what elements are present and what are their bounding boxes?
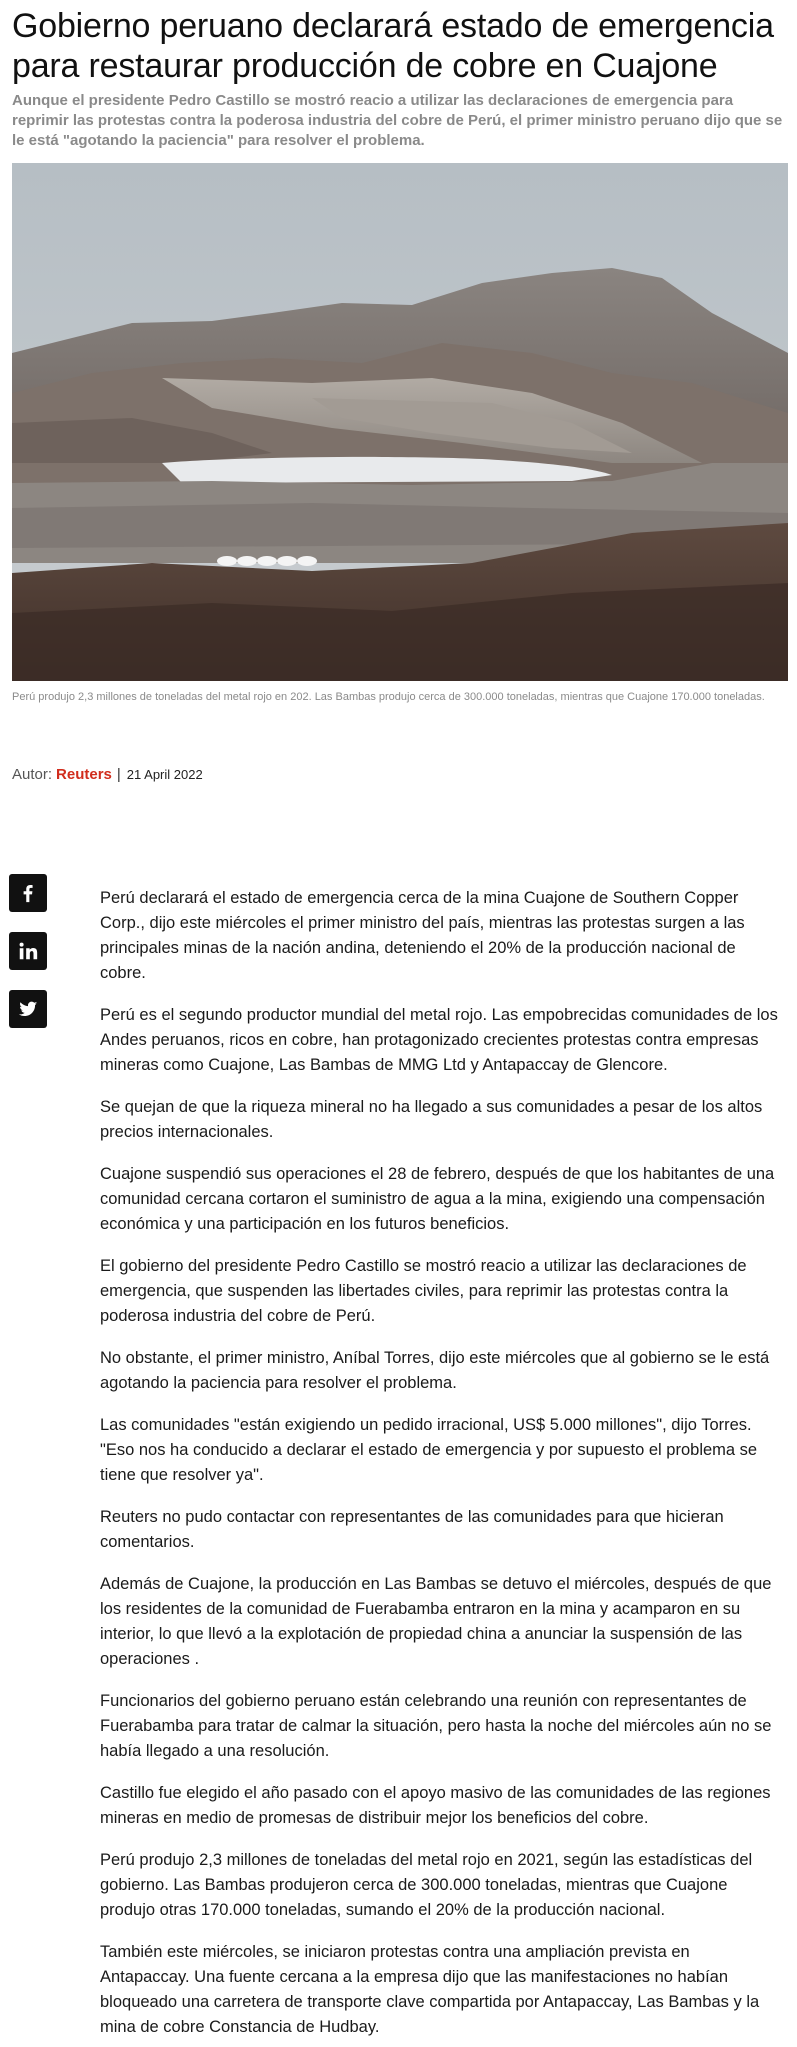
article-paragraph: Reuters no pudo contactar con representantes de las comunidades para que hicieran comentarios. xyxy=(100,1508,724,1551)
article-paragraph: Se quejan de que la riqueza mineral no ha llegado a sus comunidades a pesar de los altos precios internacionales. xyxy=(100,1098,763,1141)
article-body xyxy=(100,886,780,2047)
author-label: Autor: xyxy=(12,766,53,783)
article-subtitle: Aunque el presidente Pedro Castillo se mostró reacio a utilizar las declaraciones de emergencia para reprimir las protestas contra la poderosa industria del cobre de Perú, el primer ministro peruano dijo que se le está "agotando la paciencia" para resolver el problema. xyxy=(12,92,783,149)
article-paragraph: También este miércoles, se iniciaron protestas contra una ampliación prevista en Antapaccay. Una fuente cercana a la empresa dijo que las manifestaciones no habían bloqueado una carretera de transporte clave compartida por Antapaccay, Las Bambas y la mina de cobre Constancia de Hudbay. xyxy=(100,1943,760,2036)
article-paragraph: Cuajone suspendió sus operaciones el 28 de febrero, después de que los habitantes de una comunidad cercana cortaron el suministro de agua a la mina, exigiendo una compensación económica y una participación en los futuros beneficios. xyxy=(100,1165,775,1233)
publish-date: 21 April 2022 xyxy=(126,767,203,782)
image-caption: Perú produjo 2,3 millones de toneladas del metal rojo en 202. Las Bambas produjo cerca de 300.000 toneladas, mientras que Cuajone 170.000 toneladas. xyxy=(12,691,765,703)
article-photo xyxy=(12,163,788,681)
social-share-bar xyxy=(9,874,49,1048)
share-facebook-button[interactable] xyxy=(9,874,47,912)
share-linkedin-button[interactable] xyxy=(9,932,47,970)
linkedin-icon xyxy=(17,940,39,962)
article-paragraph: Perú es el segundo productor mundial del metal rojo. Las empobrecidas comunidades de los Andes peruanos, ricos en cobre, han protagonizado crecientes protestas contra empresas mineras como Cuajone, Las Bambas de MMG Ltd y Antapaccay de Glencore. xyxy=(100,1006,778,1074)
facebook-icon xyxy=(17,882,39,904)
article-paragraph: El gobierno del presidente Pedro Castillo se mostró reacio a utilizar las declaraciones de emergencia, que suspenden las libertades civiles, para reprimir las protestas contra la poderosa industria del cobre de Perú. xyxy=(100,1257,747,1325)
article-headline: Gobierno peruano declarará estado de emergencia para restaurar producción de cobre en Cuajone xyxy=(12,7,774,85)
article-paragraph: Perú produjo 2,3 millones de toneladas del metal rojo en 2021, según las estadísticas del gobierno. Las Bambas produjeron cerca de 300.000 toneladas, mientras que Cuajone produjo otras 170.000 toneladas, sumando el 20% de la producción nacional. xyxy=(100,1851,753,1919)
article-paragraph: No obstante, el primer ministro, Aníbal Torres, dijo este miércoles que al gobierno se le está agotando la paciencia para resolver el problema. xyxy=(100,1349,770,1392)
article-paragraph: Funcionarios del gobierno peruano están celebrando una reunión con representantes de Fuerabamba para tratar de calmar la situación, pero hasta la noche del miércoles aún no se había llegado a una resolución. xyxy=(100,1692,772,1760)
byline-separator: | xyxy=(116,766,121,783)
article-paragraph: Además de Cuajone, la producción en Las Bambas se detuvo el miércoles, después de que los residentes de la comunidad de Fuerabamba entraron en la mina y acamparon en su interior, lo que llevó a la explotación de propiedad china a anunciar la suspensión de las operaciones . xyxy=(100,1575,772,1668)
article-paragraph: Perú declarará el estado de emergencia cerca de la mina Cuajone de Southern Copper Corp., dijo este miércoles el primer ministro del país, mientras las protestas surgen a las principales minas de la nación andina, deteniendo el 20% de la producción nacional de cobre. xyxy=(100,889,745,982)
article-paragraph: Las comunidades "están exigiendo un pedido irracional, US$ 5.000 millones", dijo Torres. "Eso nos ha conducido a declarar el estado de emergencia y por supuesto el problema se tiene que resolver ya". xyxy=(100,1416,758,1484)
share-twitter-button[interactable] xyxy=(9,990,47,1028)
byline xyxy=(12,764,203,786)
twitter-icon xyxy=(17,998,39,1020)
author-link[interactable]: Reuters xyxy=(56,766,112,783)
copper-mine-landscape-image xyxy=(12,163,788,681)
article-paragraph: Castillo fue elegido el año pasado con el apoyo masivo de las comunidades de las regiones mineras en medio de promesas de distribuir mejor los beneficios del cobre. xyxy=(100,1784,771,1827)
